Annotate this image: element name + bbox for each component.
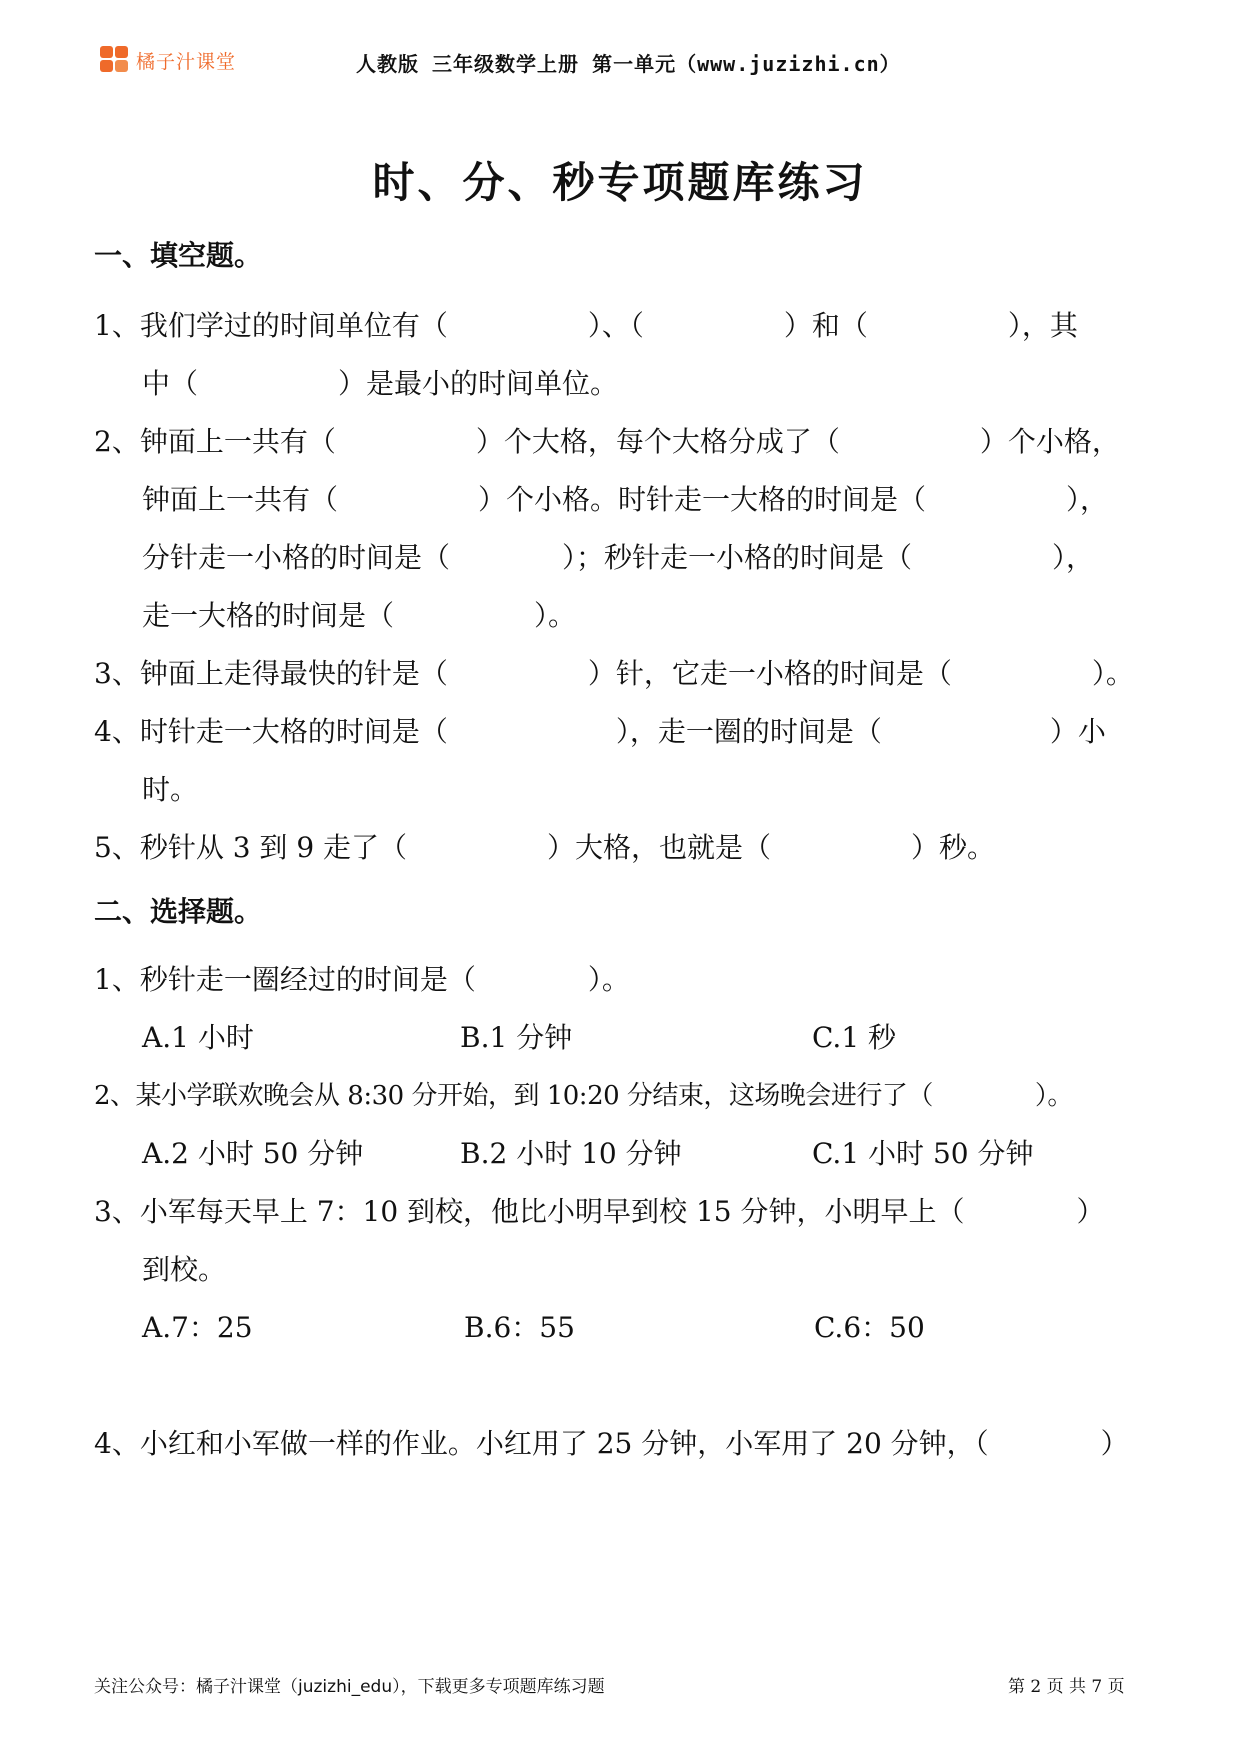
question-line: 5、秒针从 3 到 9 走了（ ）大格，也就是（ ）秒。 <box>94 831 996 864</box>
header-title: 人教版 三年级数学上册 第一单元（www.juzizhi.cn） <box>356 52 901 76</box>
choice-option-b: B.6：55 <box>464 1311 575 1344</box>
section-heading-choice: 二、选择题。 <box>94 895 263 928</box>
question-line: 4、时针走一大格的时间是（ ），走一圈的时间是（ ）小 <box>94 715 1106 748</box>
footer-note: 关注公众号：橘子汁课堂（juzizhi_edu），下载更多专项题库练习题 <box>94 1677 605 1697</box>
choice-option-c: C.1 秒 <box>812 1021 897 1054</box>
question-line: 3、钟面上走得最快的针是（ ）针，它走一小格的时间是（ ）。 <box>94 657 1134 690</box>
choice-question: 4、小红和小军做一样的作业。小红用了 25 分钟，小军用了 20 分钟，（ ） <box>94 1427 1129 1460</box>
brand-logo <box>100 46 236 74</box>
question-line: 钟面上一共有（ ）个小格。时针走一大格的时间是（ ）， <box>142 483 1109 516</box>
choice-option-a: A.7：25 <box>142 1311 253 1344</box>
choice-option-c: C.6：50 <box>814 1311 925 1344</box>
choice-option-b: B.2 小时 10 分钟 <box>460 1137 682 1170</box>
page-number: 第 2 页 共 7 页 <box>1008 1677 1125 1697</box>
question-line: 走一大格的时间是（ ）。 <box>142 599 577 632</box>
choice-question: 3、小军每天早上 7：10 到校，他比小明早到校 15 分钟，小明早上（ ） <box>94 1195 1105 1228</box>
choice-question: 2、某小学联欢晚会从 8:30 分开始，到 10:20 分结束，这场晚会进行了（ ）。 <box>94 1081 1073 1111</box>
choice-option-b: B.1 分钟 <box>460 1021 573 1054</box>
choice-option-c: C.1 小时 50 分钟 <box>812 1137 1034 1170</box>
choice-option-a: A.1 小时 <box>142 1021 254 1054</box>
choice-question: 1、秒针走一圈经过的时间是（ ）。 <box>94 963 630 996</box>
choice-option-a: A.2 小时 50 分钟 <box>142 1137 364 1170</box>
question-line: 中（ ）是最小的时间单位。 <box>142 367 619 400</box>
logo-icon <box>100 46 130 74</box>
document-title: 时、分、秒专项题库练习 <box>372 158 868 207</box>
question-line: 1、我们学过的时间单位有（ ）、（ ）和（ ），其 <box>94 309 1078 342</box>
question-line: 分针走一小格的时间是（ ）；秒针走一小格的时间是（ ）， <box>142 541 1095 574</box>
question-line: 2、钟面上一共有（ ）个大格，每个大格分成了（ ）个小格， <box>94 425 1120 458</box>
choice-question-continued: 到校。 <box>142 1253 227 1286</box>
section-heading-fill-blank: 一、填空题。 <box>94 239 263 272</box>
question-line: 时。 <box>142 773 199 806</box>
logo-text: 橘子汁课堂 <box>136 50 237 73</box>
